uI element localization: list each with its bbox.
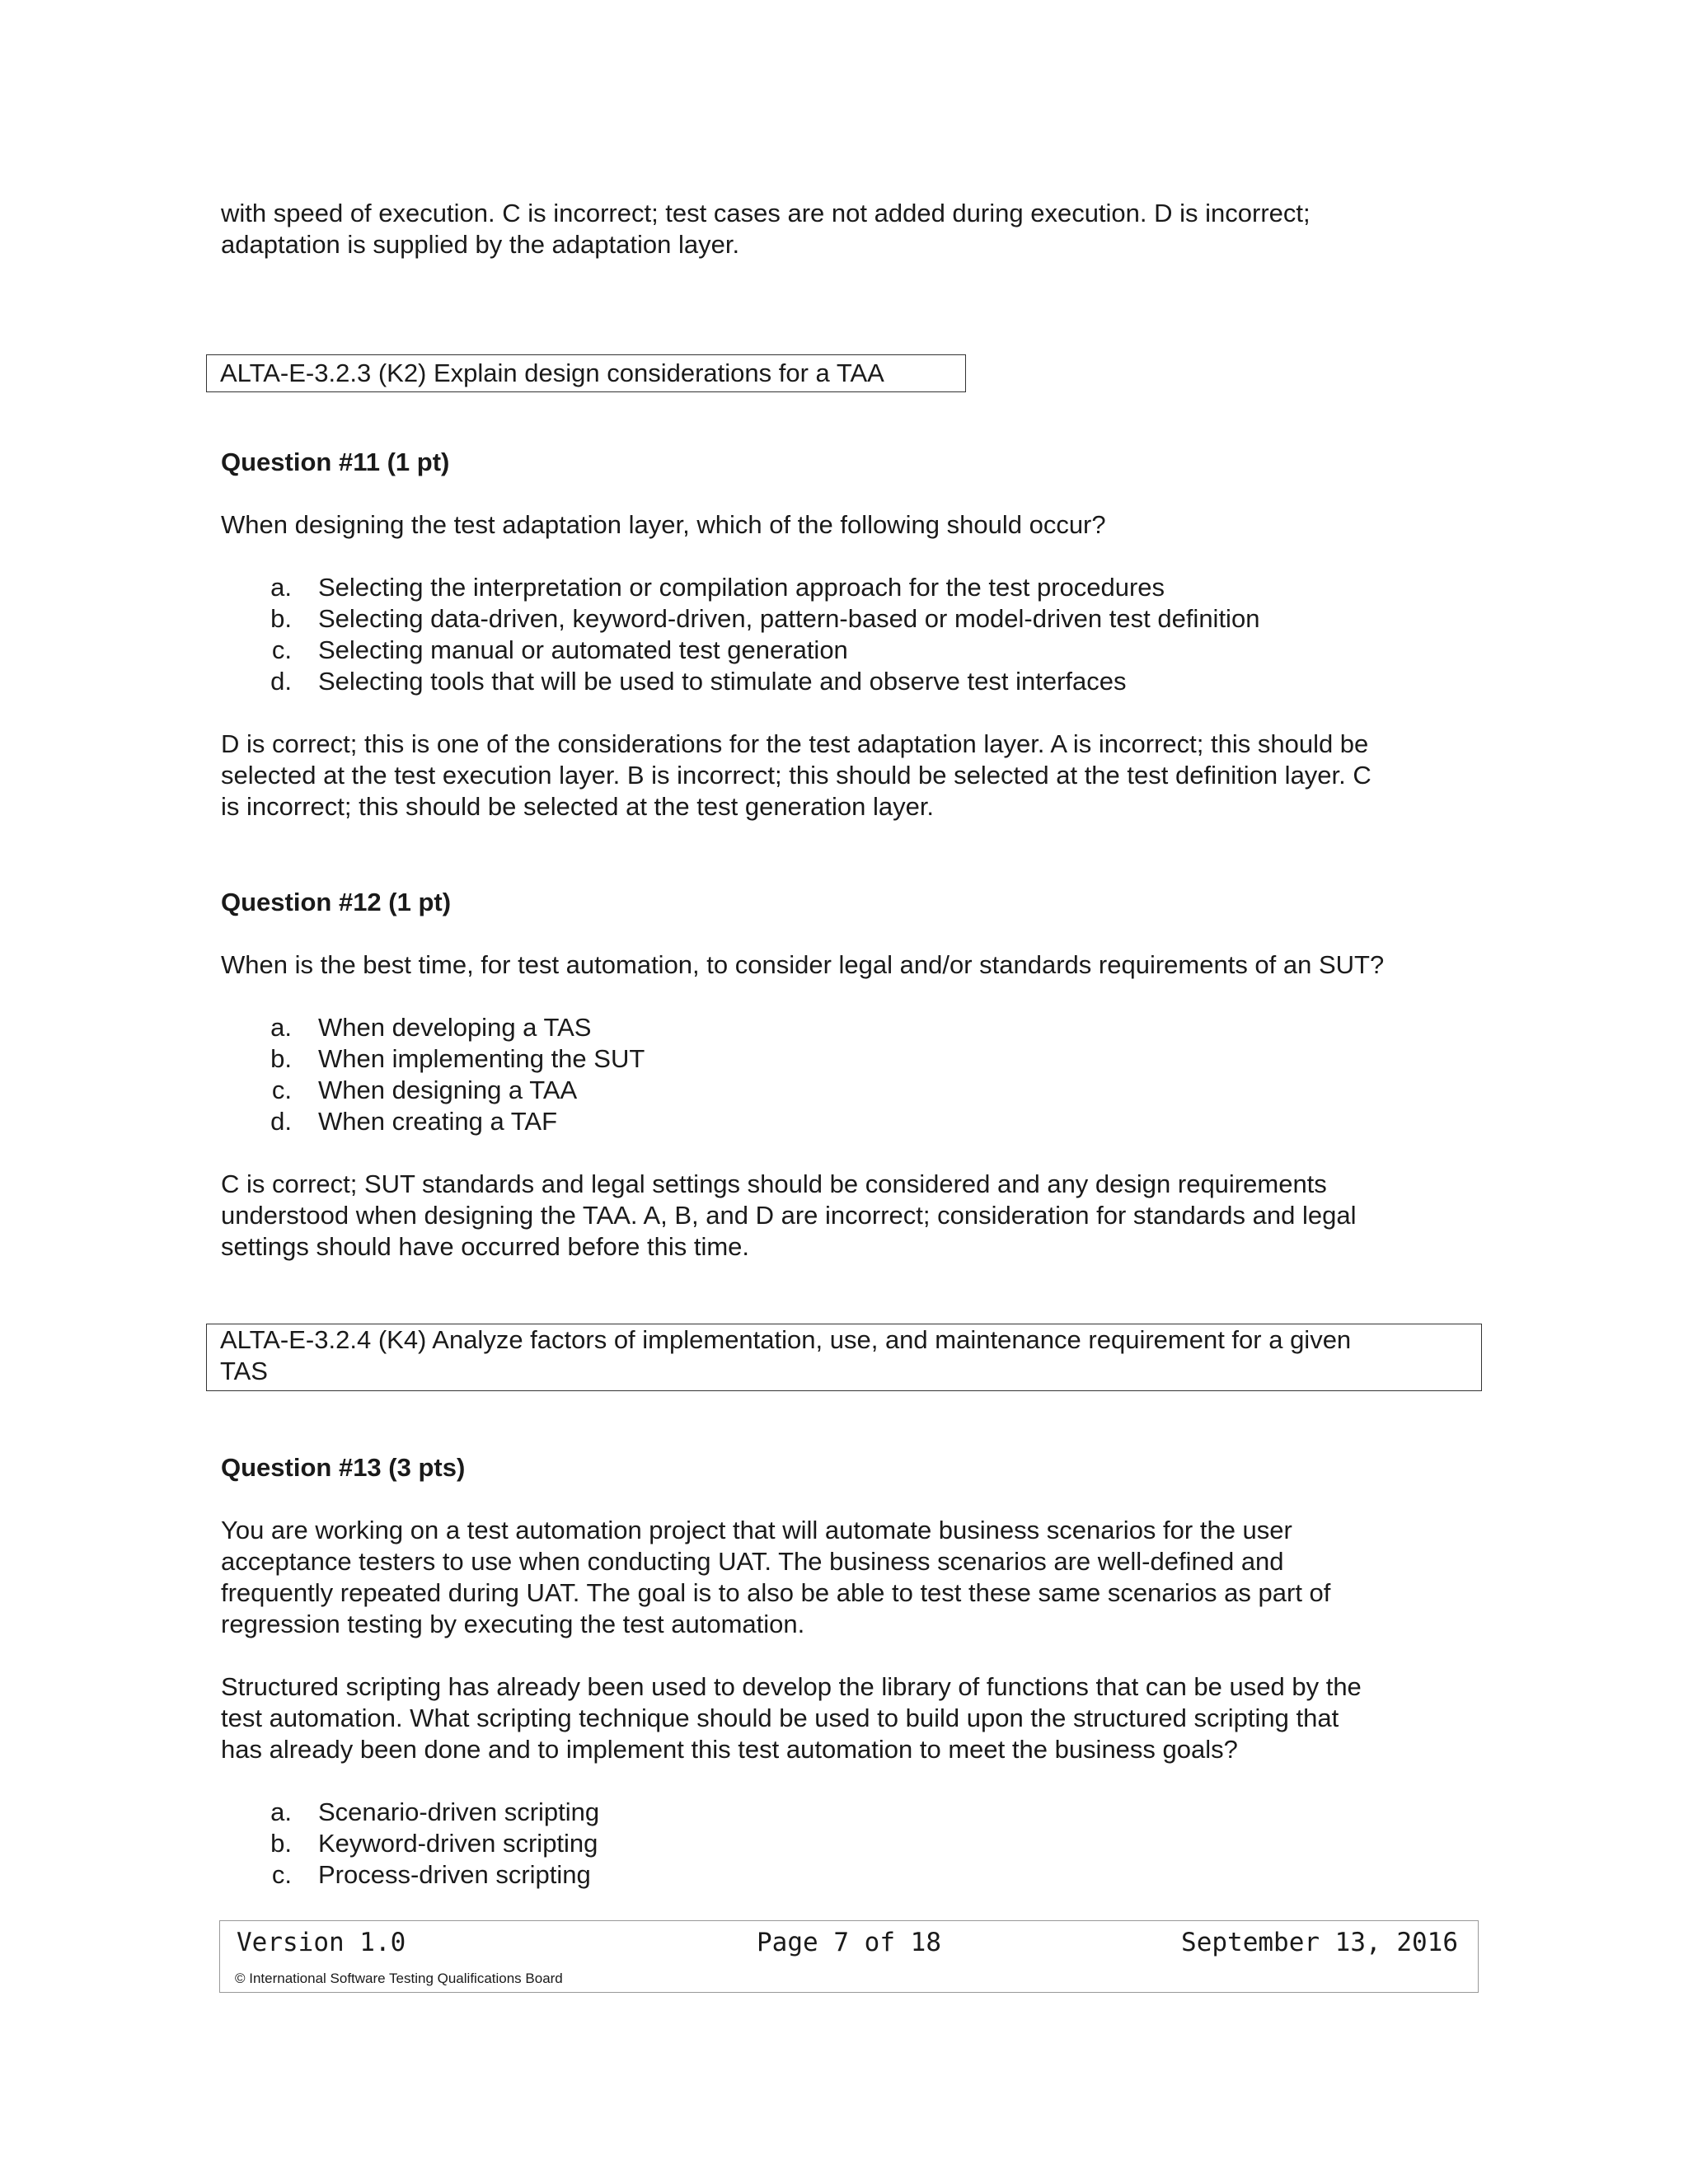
footer-date: September 13, 2016 (1181, 1928, 1458, 1957)
answer-explanation: is incorrect; this should be selected at the test generation layer. (221, 792, 935, 821)
option-label: a. (270, 1797, 292, 1826)
option-text: Keyword-driven scripting (318, 1829, 598, 1858)
question-stem: regression testing by executing the test automation. (221, 1610, 805, 1638)
intro-line: adaptation is supplied by the adaptation layer. (221, 230, 740, 259)
answer-explanation: C is correct; SUT standards and legal settings should be considered and any design requirements (221, 1169, 1327, 1198)
option-label: c. (271, 635, 292, 664)
option-label: b. (270, 1044, 292, 1073)
answer-explanation: D is correct; this is one of the considerations for the test adaptation layer. A is incorrect; this should be (221, 729, 1369, 758)
learning-objective-box (206, 1324, 1482, 1391)
option-text: When implementing the SUT (318, 1044, 645, 1073)
option-label: b. (270, 604, 292, 633)
answer-explanation: settings should have occurred before this time. (221, 1232, 750, 1261)
question-stem: Structured scripting has already been used to develop the library of functions that can be used by the (221, 1672, 1362, 1701)
question-stem: frequently repeated during UAT. The goal is to also be able to test these same scenarios as part of (221, 1578, 1331, 1607)
option-label: a. (270, 1013, 292, 1042)
option-text: Process-driven scripting (318, 1860, 591, 1889)
option-text: Selecting the interpretation or compilation approach for the test procedures (318, 573, 1165, 602)
question-stem: When is the best time, for test automation, to consider legal and/or standards requirements of an SUT? (221, 950, 1385, 979)
page-footer (219, 1920, 1479, 1993)
intro-line: with speed of execution. C is incorrect; test cases are not added during execution. D is incorrect; (221, 199, 1311, 227)
footer-copyright: © International Software Testing Qualifications Board (235, 1971, 563, 1986)
option-label: d. (270, 667, 292, 696)
learning-objective-text: ALTA-E-3.2.4 (K4) Analyze factors of implementation, use, and maintenance requirement for a given (220, 1325, 1352, 1354)
question-stem: You are working on a test automation project that will automate business scenarios for the user (221, 1516, 1292, 1544)
option-label: b. (270, 1829, 292, 1858)
option-label: c. (271, 1860, 292, 1889)
option-text: Selecting manual or automated test generation (318, 635, 848, 664)
learning-objective-box (206, 354, 966, 392)
question-stem: test automation. What scripting technique should be used to build upon the structured scripting that (221, 1704, 1339, 1732)
question-stem: acceptance testers to use when conducting UAT. The business scenarios are well-defined and (221, 1547, 1284, 1576)
option-text: Selecting data-driven, keyword-driven, pattern-based or model-driven test definition (318, 604, 1260, 633)
learning-objective-text: ALTA-E-3.2.3 (K2) Explain design considerations for a TAA (220, 359, 884, 387)
option-label: c. (271, 1076, 292, 1104)
question-title: Question #13 (3 pts) (221, 1453, 466, 1482)
option-text: Scenario-driven scripting (318, 1797, 600, 1826)
option-label: a. (270, 573, 292, 602)
question-title: Question #11 (1 pt) (221, 448, 450, 476)
answer-explanation: selected at the test execution layer. B is incorrect; this should be selected at the test definition layer. C (221, 761, 1372, 790)
question-stem: When designing the test adaptation layer, which of the following should occur? (221, 510, 1106, 539)
footer-version: Version 1.0 (237, 1928, 406, 1957)
option-label: d. (270, 1107, 292, 1136)
option-text: Selecting tools that will be used to stimulate and observe test interfaces (318, 667, 1127, 696)
answer-explanation: understood when designing the TAA. A, B, and D are incorrect; consideration for standards and legal (221, 1201, 1357, 1230)
question-title: Question #12 (1 pt) (221, 888, 452, 916)
question-stem: has already been done and to implement this test automation to meet the business goals? (221, 1735, 1238, 1764)
option-text: When creating a TAF (318, 1107, 558, 1136)
learning-objective-text: TAS (220, 1357, 268, 1385)
option-text: When developing a TAS (318, 1013, 592, 1042)
footer-page-number: Page 7 of 18 (757, 1928, 941, 1957)
option-text: When designing a TAA (318, 1076, 578, 1104)
